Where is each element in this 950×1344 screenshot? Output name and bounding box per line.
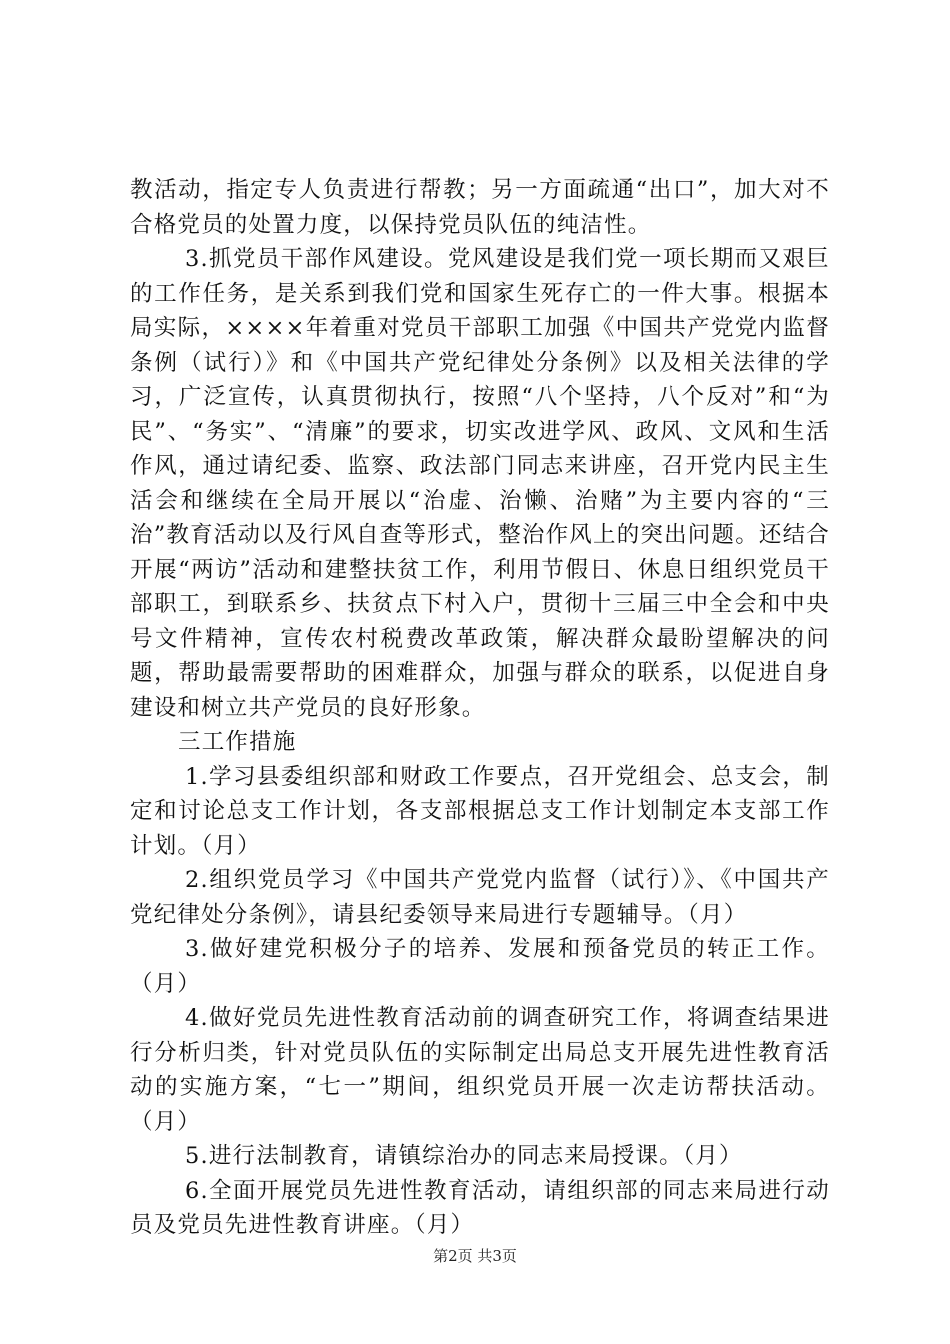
measure-item-1: 1.学习县委组织部和财政工作要点，召开党组会、总支会，制定和讨论总支工作计划，各支部根据总支工作计划制定本支部工作计划。（月） [130, 763, 830, 859]
measure-item-4: 4.做好党员先进性教育活动前的调查研究工作，将调查结果进行分析归类，针对党员队伍的实际制定出局总支开展先进性教育活动的实施方案，“七一”期间，组织党员开展一次走访帮扶活动。（月） [130, 1005, 830, 1135]
document-body [130, 173, 830, 1243]
paragraph-continuation: 教活动，指定专人负责进行帮教；另一方面疏通“出口”，加大对不合格党员的处置力度，以保持党员队伍的纯洁性。 [130, 177, 830, 238]
measure-item-3: 3.做好建党积极分子的培养、发展和预备党员的转正工作。（月） [130, 936, 830, 997]
page-number-footer: 第2页 共3页 [433, 1247, 517, 1265]
measure-item-5: 5.进行法制教育，请镇综治办的同志来局授课。（月） [185, 1143, 743, 1169]
measure-item-2: 2.组织党员学习《中国共产党党内监督（试行）》、《中国共产党纪律处分条例》，请县纪委领导来局进行专题辅导。（月） [130, 867, 830, 928]
measure-item-6: 6.全面开展党员先进性教育活动，请组织部的同志来局进行动员及党员先进性教育讲座。（月） [130, 1177, 830, 1238]
section-heading: 三工作措施 [178, 729, 297, 755]
paragraph-item-3: 3.抓党员干部作风建设。党风建设是我们党一项长期而又艰巨的工作任务，是关系到我们党和国家生死存亡的一件大事。根据本局实际，××××年着重对党员干部职工加强《中国共产党党内监督条例（试行）》和《中国共产党纪律处分条例》以及相关法律的学习，广泛宣传，认真贯彻执行，按照“八个坚持，八个反对”和“为民”、“务实”、“清廉”的要求，切实改进学风、政风、文风和生活作风，通过请纪委、监察、政法部门同志来讲座，召开党内民主生活会和继续在全局开展以“治虚、治懒、治赌”为主要内容的“三治”教育活动以及行风自查等形式，整治作风上的突出问题。还结合开展“两访”活动和建整扶贫工作，利用节假日、休息日组织党员干部职工，到联系乡、扶贫点下村入户，贯彻十三届三中全会和中央号文件精神，宣传农村税费改革政策，解决群众最盼望解决的问题，帮助最需要帮助的困难群众，加强与群众的联系，以促进自身建设和树立共产党员的良好形象。 [130, 246, 831, 721]
